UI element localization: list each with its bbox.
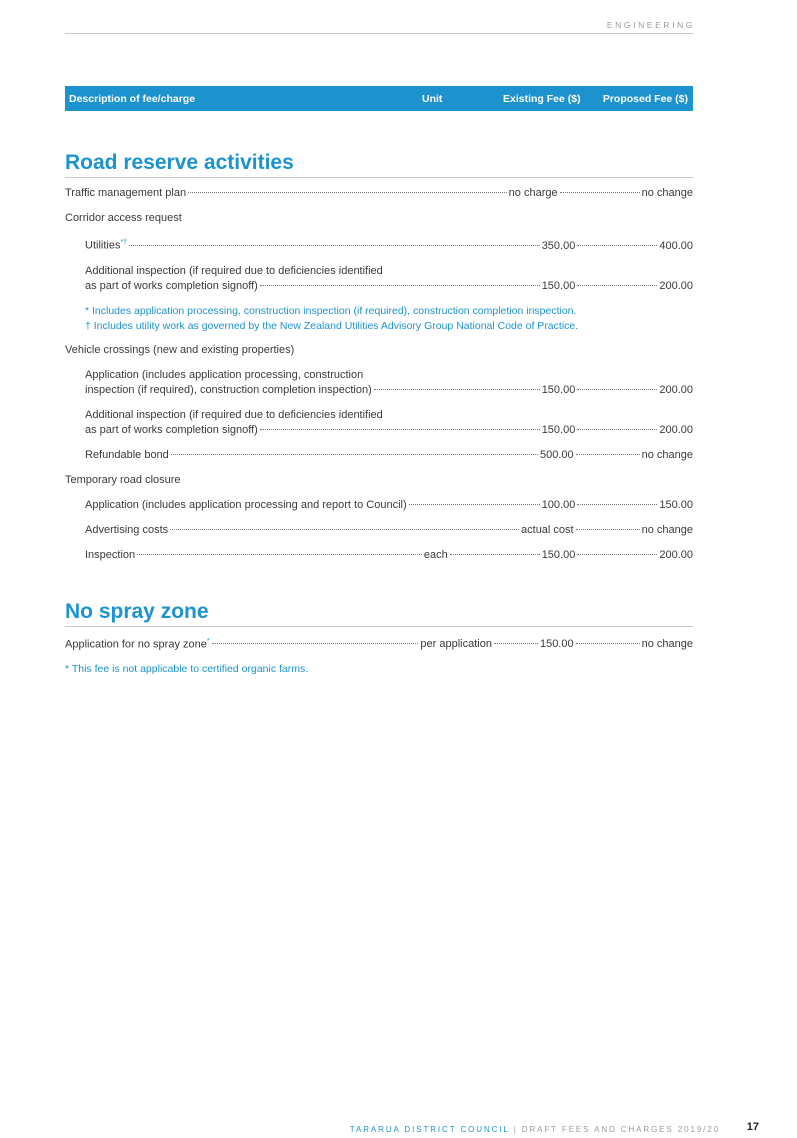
fee-label-text: Utilities bbox=[85, 239, 121, 252]
leader-dots bbox=[129, 245, 540, 246]
proposed-fee: no change bbox=[641, 187, 693, 199]
existing-fee: 150.00 bbox=[539, 638, 574, 651]
footnote-mark: * bbox=[206, 637, 210, 645]
fee-label-cont: as part of works completion signoff) bbox=[85, 279, 258, 292]
proposed-fee: 400.00 bbox=[659, 239, 693, 252]
proposed-fee: 200.00 bbox=[659, 279, 693, 292]
section-title-spray: No spray zone bbox=[65, 599, 209, 623]
leader-dots bbox=[137, 554, 422, 555]
footnotes bbox=[85, 304, 693, 334]
fee-row-utilities bbox=[85, 236, 693, 253]
existing-fee: actual cost bbox=[521, 523, 574, 536]
fee-row-traffic bbox=[65, 186, 693, 200]
leader-dots bbox=[577, 389, 657, 390]
existing-fee: no charge bbox=[508, 187, 558, 199]
leader-dots bbox=[494, 643, 538, 644]
leader-dots bbox=[450, 554, 540, 555]
leader-dots bbox=[188, 192, 507, 193]
fee-row-vehicle-application bbox=[85, 368, 693, 397]
leader-dots bbox=[577, 245, 657, 246]
header-description: Description of fee/charge bbox=[69, 93, 196, 105]
leader-dots bbox=[409, 504, 540, 505]
section-rule bbox=[65, 177, 693, 178]
fee-row-inspection bbox=[85, 548, 693, 562]
top-rule bbox=[65, 33, 693, 34]
footer-org: TARARUA DISTRICT COUNCIL bbox=[349, 1125, 510, 1134]
fee-label-text: Application for no spray zone bbox=[65, 638, 207, 651]
fee-row-advertising bbox=[85, 523, 693, 537]
proposed-fee: 200.00 bbox=[659, 423, 693, 436]
section-title-road: Road reserve activities bbox=[65, 151, 294, 174]
fee-row-vehicle-inspection bbox=[85, 408, 693, 437]
leader-dots bbox=[374, 389, 540, 390]
leader-dots bbox=[577, 429, 657, 430]
fee-label: Traffic management plan bbox=[65, 187, 187, 199]
category-vehicle: Vehicle crossings (new and existing properties) bbox=[65, 343, 295, 356]
fee-label: Additional inspection (if required due to deficiencies identified bbox=[85, 408, 383, 421]
category-temporary-closure: Temporary road closure bbox=[65, 473, 181, 486]
footnote: * Includes application processing, construction inspection (if required), construction completion inspection. bbox=[85, 304, 577, 317]
leader-dots bbox=[576, 643, 640, 644]
fee-label bbox=[65, 635, 210, 652]
leader-dots bbox=[260, 285, 540, 286]
fee-label: Advertising costs bbox=[85, 523, 169, 536]
fee-row-no-spray bbox=[65, 635, 693, 652]
proposed-fee: 200.00 bbox=[659, 383, 693, 396]
category-corridor: Corridor access request bbox=[65, 212, 182, 224]
header-unit: Unit bbox=[422, 93, 443, 105]
leader-dots bbox=[577, 285, 657, 286]
footer-doc-title: DRAFT FEES AND CHARGES 2019/20 bbox=[521, 1125, 720, 1134]
proposed-fee: no change bbox=[641, 523, 693, 536]
existing-fee: 150.00 bbox=[541, 548, 576, 561]
leader-dots bbox=[577, 504, 657, 505]
page-footer bbox=[350, 1125, 720, 1134]
leader-dots bbox=[260, 429, 540, 430]
header-proposed: Proposed Fee ($) bbox=[602, 93, 688, 105]
proposed-fee: 150.00 bbox=[659, 498, 693, 511]
fee-row-closure-application bbox=[85, 498, 693, 512]
unit: each bbox=[423, 548, 448, 561]
fee-label: Application (includes application processing and report to Council) bbox=[85, 498, 407, 511]
proposed-fee: 200.00 bbox=[659, 548, 693, 561]
fee-row-bond bbox=[85, 448, 693, 462]
page-number: 17 bbox=[746, 1121, 759, 1133]
footnote-organic: * This fee is not applicable to certified organic farms. bbox=[65, 663, 309, 676]
table-header bbox=[65, 86, 693, 111]
fee-label: Application (includes application processing, construction bbox=[85, 368, 364, 381]
proposed-fee: no change bbox=[641, 448, 693, 461]
proposed-fee: no change bbox=[641, 638, 693, 651]
leader-dots bbox=[212, 643, 419, 644]
leader-dots bbox=[171, 454, 538, 455]
fee-label: Inspection bbox=[85, 548, 136, 561]
section-rule bbox=[65, 626, 693, 627]
footnote: † Includes utility work as governed by the New Zealand Utilities Advisory Group National Code of Practice. bbox=[85, 319, 579, 332]
fee-label-cont: as part of works completion signoff) bbox=[85, 423, 258, 436]
existing-fee: 100.00 bbox=[541, 498, 576, 511]
fee-row-additional-inspection bbox=[85, 264, 693, 293]
leader-dots bbox=[576, 454, 640, 455]
fee-label: Refundable bond bbox=[85, 448, 169, 461]
header-existing: Existing Fee ($) bbox=[503, 93, 581, 105]
fee-label bbox=[85, 236, 127, 253]
fee-label-cont: inspection (if required), construction completion inspection) bbox=[85, 383, 372, 396]
leader-dots bbox=[576, 529, 640, 530]
unit: per application bbox=[420, 638, 492, 651]
leader-dots bbox=[170, 529, 519, 530]
existing-fee: 150.00 bbox=[541, 279, 576, 292]
existing-fee: 500.00 bbox=[539, 448, 574, 461]
existing-fee: 150.00 bbox=[541, 423, 576, 436]
existing-fee: 150.00 bbox=[541, 383, 576, 396]
existing-fee: 350.00 bbox=[541, 239, 576, 252]
content bbox=[65, 140, 693, 686]
section-label: ENGINEERING bbox=[606, 20, 695, 30]
footer-separator: | bbox=[513, 1125, 518, 1134]
leader-dots bbox=[577, 554, 657, 555]
fee-label: Additional inspection (if required due to deficiencies identified bbox=[85, 264, 383, 277]
leader-dots bbox=[560, 192, 640, 193]
footnote-mark: *† bbox=[120, 239, 128, 246]
